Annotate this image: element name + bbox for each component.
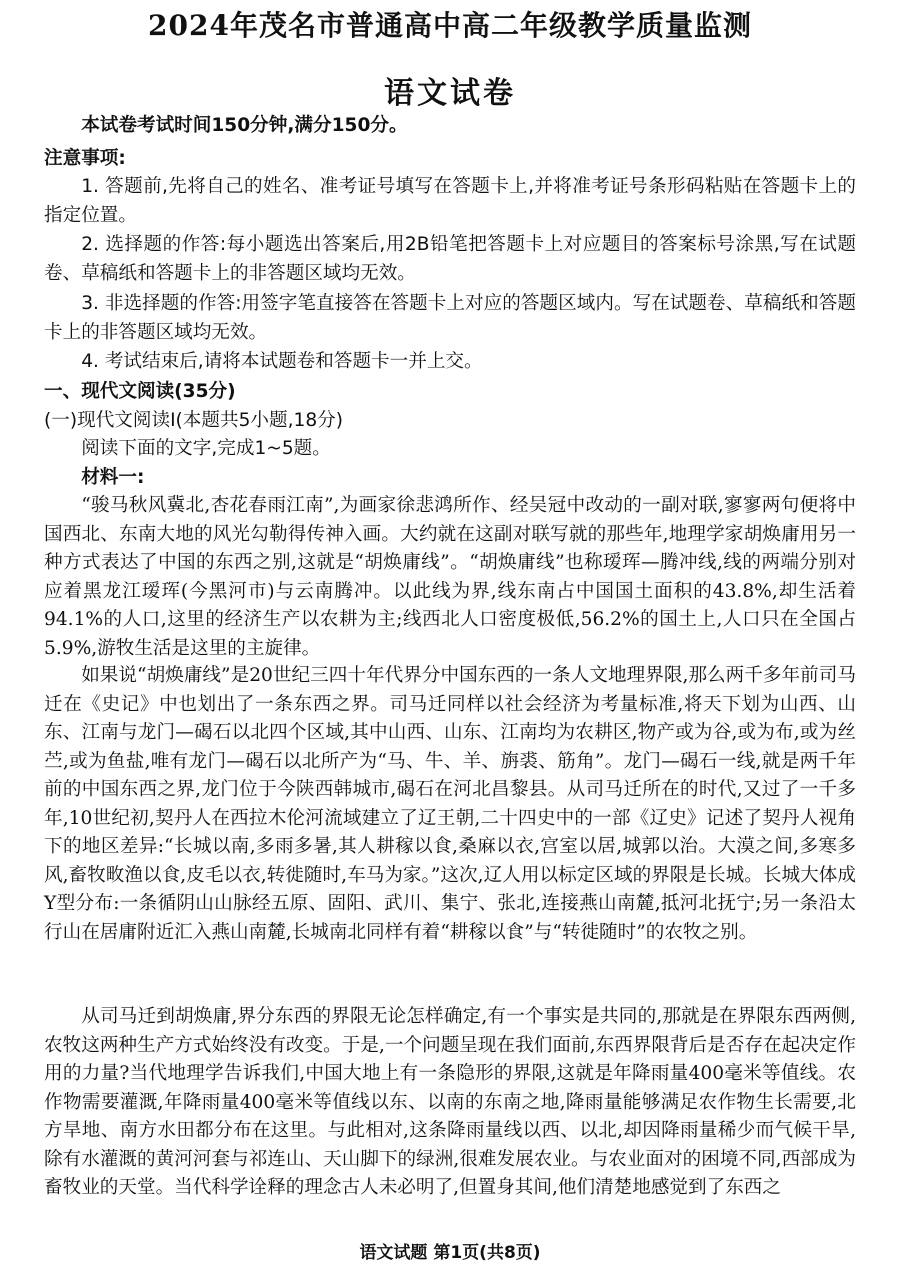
passage-paragraph-1: “骏马秋风冀北,杏花春雨江南”,为画家徐悲鸿所作、经吴冠中改动的一副对联,寥寥两句便将中国西北、东南大地的风光勾勒得传神入画。大约就在这副对联写就的那些年,地理学家胡焕庸用另一种方式表达了中国的东西之别,这就是“胡焕庸线”。“胡焕庸线”也称瑷珲—腾冲线,线的两端分别对应着黑龙江瑷珲(今黑河市)与云南腾冲。以此线为界,线东南占中国国土面积的43.8%,却生活着94.1%的人口,这里的经济生产以农耕为主;线西北人口密度极低,56.2%的国土上,人口只在全国占5.9%,游牧生活是这里的主旋律。 bbox=[44, 495, 856, 659]
passage-paragraph-3: 从司马迁到胡焕庸,界分东西的界限无论怎样确定,有一个事实是共同的,那就是在界限东西两侧,农牧这两种生产方式始终没有改变。于是,一个问题呈现在我们面前,东西界限背后是否存在起决定作用的力量?当代地理学告诉我们,中国大地上有一条隐形的界限,这就是年降雨量400毫米等值线。农作物需要灌溉,年降雨量400毫米等值线以东、以南的东南之地,降雨量能够满足农作物生长需要,北方旱地、南方水田都分布在这里。与此相对,这条降雨量线以西、以北,却因降雨量稀少而气候干旱,除有水灌溉的黄河河套与祁连山、天山脚下的绿洲,很难发展农业。与农业面对的困境不同,西部成为畜牧业的天堂。当代科学诠释的理念古人未必明了,但置身其间,他们清楚地感觉到了东西之 bbox=[44, 1006, 856, 1198]
passage-paragraph-2: 如果说“胡焕庸线”是20世纪三四十年代界分中国东西的一条人文地理界限,那么两千多年前司马迁在《史记》中也划出了一条东西之界。司马迁同样以社会经济为考量标准,将天下划为山西、山东、江南与龙门—碣石以北四个区域,其中山西、山东、江南均为农耕区,物产或为谷,或为布,或为丝苎,或为鱼盐,唯有龙门—碣石以北所产为“马、牛、羊、旃裘、筋角”。龙门—碣石一线,就是两千年前的中国东西之界,龙门位于今陕西韩城市,碣石在河北昌黎县。从司马迁所在的时代,又过了一千多年,10世纪初,契丹人在西拉木伦河流域建立了辽王朝,二十四史中的一部《辽史》记述了契丹人视角下的地区差异:“长城以南,多雨多暑,其人耕稼以食,桑麻以衣,宫室以居,城郭以治。大漠之间,多寒多风,畜牧畋渔以食,皮毛以衣,转徙随时,车马为家。”这次,辽人用以标定区域的界限是长城。长城大体成Y型分布:一条循阴山山脉经五原、固阳、武川、集宁、张北,连接燕山南麓,抵河北抚宁;另一条沿太行山在居庸附近汇入燕山南麓,长城南北同样有着“耕稼以食”与“转徙随时”的农牧之别。 bbox=[44, 665, 856, 943]
subject-title: 语文试卷 bbox=[384, 76, 516, 111]
part-heading: 一、现代文阅读(35分) bbox=[44, 381, 236, 402]
notice-item-2: 2. 选择题的作答:每小题选出答案后,用2B铅笔把答题卡上对应题目的答案标号涂黑,写在试题卷、草稿纸和答题卡上的非答题区域均无效。 bbox=[44, 234, 856, 284]
sub-heading: (一)现代文阅读Ⅰ(本题共5小题,18分) bbox=[44, 410, 344, 431]
notice-item-1: 1. 答题前,先将自己的姓名、准考证号填写在答题卡上,并将准考证号条形码粘贴在答题卡上的指定位置。 bbox=[44, 176, 856, 226]
page-footer: 语文试题 第1页(共8页) bbox=[359, 1243, 541, 1263]
notice-item-3: 3. 非选择题的作答:用签字笔直接答在答题卡上对应的答题区域内。写在试题卷、草稿纸和答题卡上的非答题区域均无效。 bbox=[44, 293, 856, 343]
notice-item-4: 4. 考试结束后,请将本试题卷和答题卡一并上交。 bbox=[81, 351, 483, 372]
exam-title: 2024年茂名市普通高中高二年级教学质量监测 bbox=[148, 9, 752, 42]
time-note: 本试卷考试时间150分钟,满分150分。 bbox=[81, 115, 408, 136]
material-label: 材料一: bbox=[81, 467, 145, 488]
notice-heading: 注意事项: bbox=[44, 148, 126, 169]
reading-instruction: 阅读下面的文字,完成1~5题。 bbox=[81, 438, 331, 459]
